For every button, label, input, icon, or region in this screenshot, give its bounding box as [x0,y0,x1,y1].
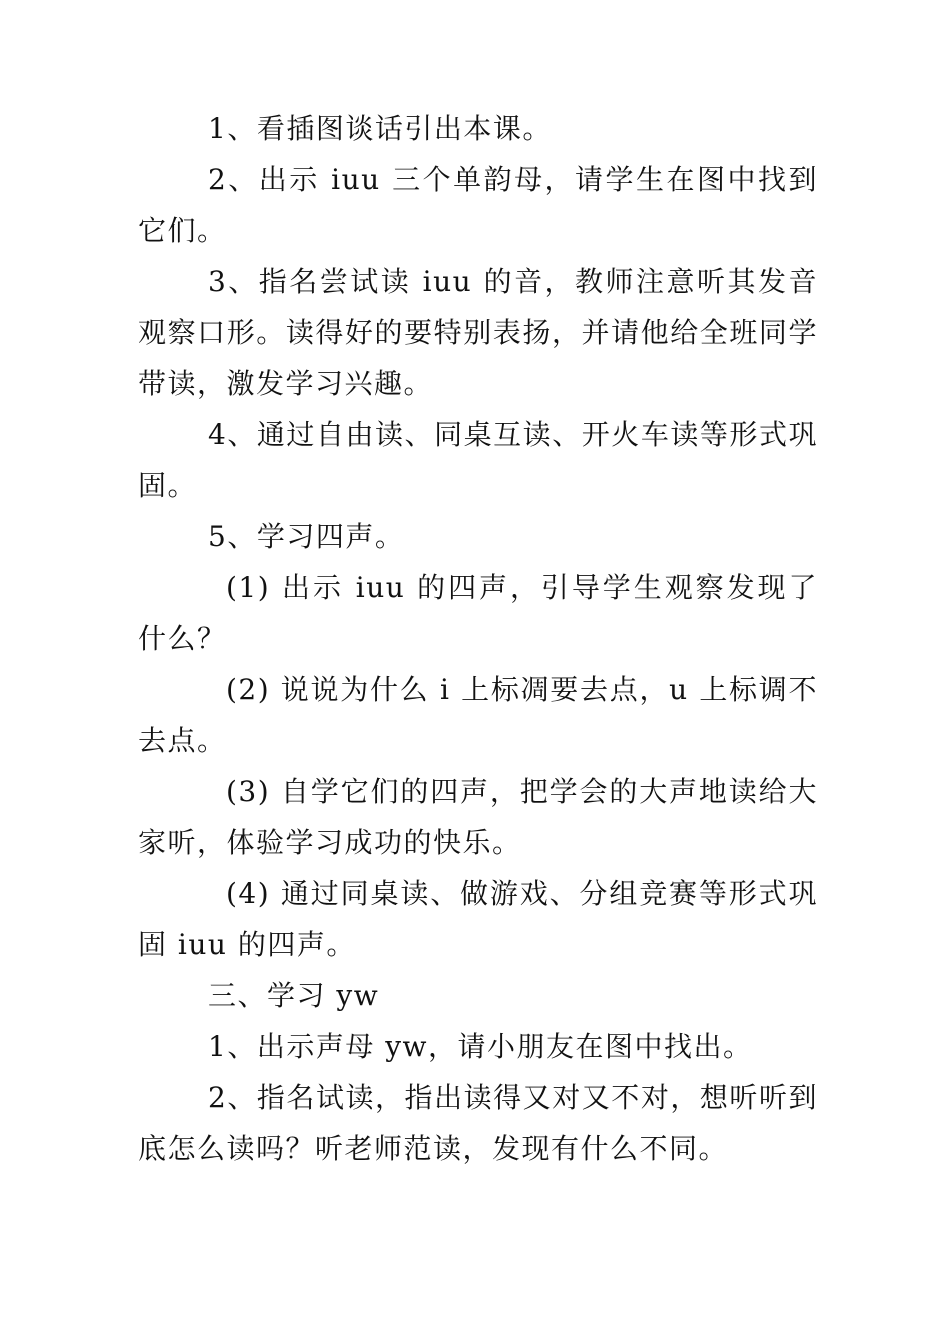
paragraph-substep-1: (1) 出示 iuu 的四声，引导学生观察发现了什么？ [138,571,818,655]
paragraph-yw-step-1: 1、出示声母 yw，请小朋友在图中找出。 [208,1030,753,1063]
document-body [138,103,818,1174]
paragraph-yw-step-2: 2、指名试读，指出读得又对又不对，想听听到底怎么读吗？听老师范读，发现有什么不同。 [138,1081,818,1165]
paragraph-step-4: 4、通过自由读、同桌互读、开火车读等形式巩固。 [138,418,818,502]
paragraph-step-3: 3、指名尝试读 iuu 的音，教师注意听其发音观察口形。读得好的要特别表扬，并请他给全班同学带读，激发学习兴趣。 [138,265,818,400]
paragraph-step-1: 1、看插图谈话引出本课。 [208,112,552,145]
section-heading-learn-yw: 三、学习 yw [208,979,380,1012]
paragraph-step-5: 5、学习四声。 [208,520,405,553]
paragraph-substep-3: (3) 自学它们的四声，把学会的大声地读给大家听，体验学习成功的快乐。 [138,775,818,859]
paragraph-step-2: 2、出示 iuu 三个单韵母，请学生在图中找到它们。 [138,163,818,247]
paragraph-substep-4: (4) 通过同桌读、做游戏、分组竞赛等形式巩固 iuu 的四声。 [138,877,818,961]
paragraph-substep-2: (2) 说说为什么 i 上标凋要去点，u 上标调不去点。 [138,673,818,757]
